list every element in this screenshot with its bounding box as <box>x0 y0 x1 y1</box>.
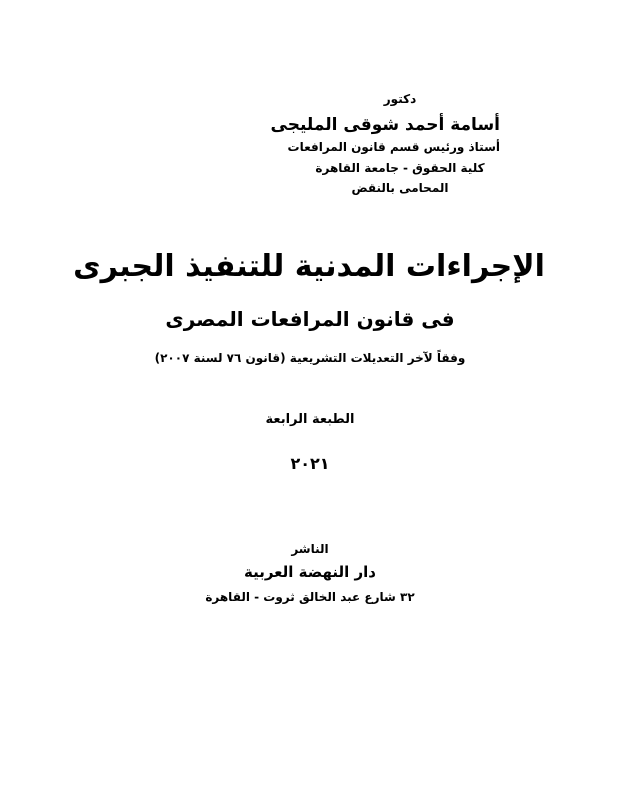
author-position-line-2: كلية الحقوق - جامعة القاهرة <box>315 161 485 175</box>
author-position-line-3: المحامى بالنقض <box>351 181 449 195</box>
publisher-label: الناشر <box>291 542 329 556</box>
publication-year: ٢٠٢١ <box>290 454 330 473</box>
author-name: أسامة أحمد شوقى المليجى <box>270 115 500 135</box>
author-title: دكتور <box>383 92 417 106</box>
book-subtitle: فى قانون المرافعات المصرى <box>165 307 455 331</box>
edition: الطبعة الرابعة <box>265 412 355 427</box>
author-position-line-1: أستاذ ورئيس قسم قانون المرافعات <box>287 140 500 154</box>
book-note: وفقاً لآخر التعديلات التشريعية (قانون ٧٦ لسنة ٢٠٠٧) <box>154 351 466 365</box>
book-title: الإجراءات المدنية للتنفيذ الجبرى <box>73 249 545 284</box>
publisher-address: ٣٢ شارع عبد الخالق ثروت - القاهرة <box>205 590 415 604</box>
publisher-name: دار النهضة العربية <box>243 563 377 581</box>
